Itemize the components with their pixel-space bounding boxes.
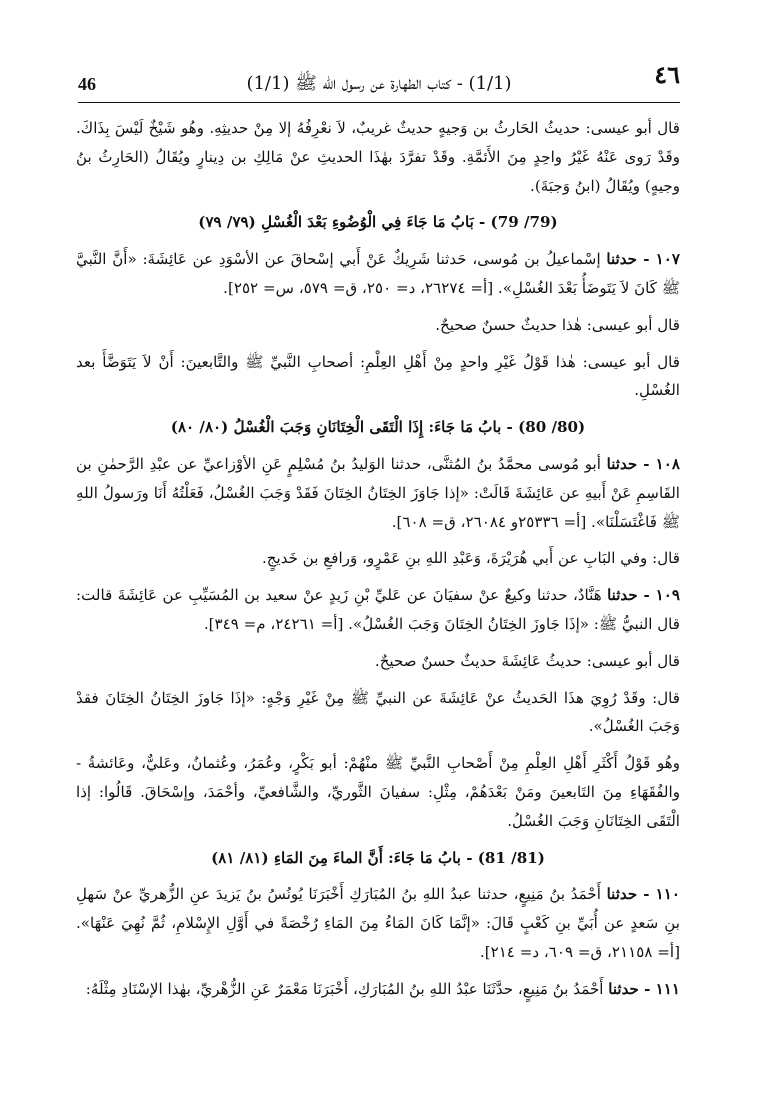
page-number-arabic: ٤٦	[654, 60, 680, 89]
hadith-107	[76, 245, 680, 303]
hadith-number: ١١٠ - حدثنا	[606, 885, 680, 904]
page-number-latin: 46	[78, 74, 96, 94]
hadith-number: ١٠٨ - حدثنا	[606, 454, 680, 473]
commentary-paragraph: قال: وفي البَابِ عن أَبي هُرَيْرَةَ، وَعَبْدِ اللهِ بنِ عَمْرٍو، وَرافعِ بن خَديجٍ.	[261, 549, 680, 568]
hadith-108	[76, 450, 680, 536]
hadith-text: إسْماعيلُ بن مُوسى، حَدثنا شَرِيكٌ عَنْ أَبي إسْحاقَ عن الأسْوَدِ عن عَائِشَةَ: «أَنَّ النَّبيَّ ﷺ كَانَ لاَ يَتَوضَأُ بَعْدَ الغُسْلِ». [أ= ٢٦٢٧٤، د= ٢٥٠، ق= ٥٧٩، س= ٢٥٢].	[76, 250, 680, 297]
hadith-111	[76, 975, 680, 1004]
chapter-heading-81: (81/ 81) - بابُ مَا جَاءَ: أَنَّ الماءَ مِنَ المَاءِ (٨١/ ٨١)	[211, 848, 545, 867]
hadith-110	[76, 880, 680, 966]
hadith-grade: قال أبو عيسى: حديثُ عَائِشَةَ حديثٌ حسنٌ صحيحٌ.	[374, 651, 680, 670]
hadith-text: أَحْمَدُ بنُ مَنِيعٍ، حدَّثَنَا عبْدُ اللهِ بنُ المُبَارَكِ، أَخْبَرَنَا مَعْمَرٌ عَنِ الزُّهْريِّ، بهٰذا الإسْنَادِ مِثْلَهُ:	[85, 979, 604, 998]
commentary-paragraph: قال أبو عيسى: حديثُ الحَارثُ بن وَجيهٍ حديثٌ غريبٌ، لاَ نعْرِفُهُ إلا مِنْ حديثِهِ. وهُو شَيْخٌ لَيْسَ بِذَاكَ. وقَدْ رَوى عَنْهُ غَيْرُ واحِدٍ مِنَ الأَئمَّةِ. وقَدْ تفرَّدَ بهٰذَا الحديثِ عنْ مَالِكِ بن دِينارٍ ويُقَالُ (الحَارِثُ بنُ وجيهٍ) ويُقَالُ (ابنُ وَجبَةَ).	[76, 119, 680, 195]
hadith-number: ١٠٩ - حدثنا	[607, 586, 680, 605]
page-header	[78, 60, 680, 100]
commentary-paragraph: وهُو قَوْلُ أَكْثَرِ أَهْلِ العِلْمِ مِنْ أَصْحابِ النَّبيِّ ﷺ منْهُمْ: أبو بَكْرٍ، وعُمَرُ، وعُثمانُ، وعَليٌّ، وعَائشةُ - والفُقَهَاءِ مِنَ التَابعينَ ومَنْ بَعْدَهُمْ، مِثْلِ: سفيانَ الثَّوريِّ، والشَّافعيِّ، وأحْمَدَ، وإسْحَاقَ. قَالُوا: إذا الْتَقَى الخِتَانَانِ وَجَبَ الغُسْلُ.	[76, 754, 680, 830]
page-body	[76, 114, 680, 1038]
hadith-text: أَحْمَدُ بنُ مَنِيعٍ، حدثنا عبدُ اللهِ بنُ المُبَارَكِ أَخْبَرَنَا يُونُسُ بنُ يَزيدَ عنِ الزُّهريِّ عنْ سَهلِ بنِ سَعدٍ عن أُبَيِّ بنِ كَعْبٍ قَالَ: «إنَّمَا كَانَ المَاءُ مِنَ المَاءِ رُخْصَةً في أَوَّلِ الإِسْلامِ، ثُمَّ نُهِيَ عَنْهَا». [أ= ٢١١٥٨، ق= ٦٠٩، د= ٢١٤].	[76, 885, 680, 961]
commentary-paragraph: قال أبو عيسى: هٰذا قَوْلُ غَيْرِ واحدٍ مِنْ أَهْلِ العِلْمِ: أصحابِ النَّبيِّ ﷺ والتَّابعينَ: أَنْ لاَ يَتَوَضَّأَ بعد الغُسْلِ.	[76, 352, 680, 400]
hadith-109	[76, 581, 680, 639]
commentary-paragraph: قال: وقَدْ رُوِيَ هذَا الحَديثُ عنْ عَائِشَةَ عن النبيِّ ﷺ مِنْ غَيْرِ وَجْهٍ: «إذَا جَاوزَ الخِتَانُ الخِتَانَ فقدْ وَجَبَ الغُسْلُ».	[76, 688, 680, 736]
hadith-number: ١٠٧ - حدثنا	[606, 250, 680, 269]
hadith-grade: قال أبو عيسى: هٰذا حديثٌ حسنٌ صحيحٌ.	[435, 315, 680, 334]
chapter-heading-80: (80/ 80) - بابُ مَا جَاءَ: إِذَا الْتَقَى الْخِتَانَانِ وَجَبَ الْغُسْلُ (٨٠/ ٨٠)	[170, 418, 586, 437]
header-rule	[78, 102, 680, 103]
chapter-heading-79: (79/ 79) - بَابُ مَا جَاءَ فِي الْوُضُوءِ بَعْدَ الْغُسْلِ (٧٩/ ٧٩)	[198, 213, 558, 232]
hadith-text: أبو مُوسى محمَّدُ بنُ المُثنَّى، حدثنا الوَليدُ بنُ مُسْلِمٍ عَنِ الأوْزاعيِّ عن عبْدِ الرَّحمٰنِ بن القَاسِمِ عَنْ أَبيهِ عن عَائِشَةَ قَالَتْ: «إذا جَاوَزَ الخِتَانُ الخِتَانَ فَقَدْ وَجَبَ الغُسْلُ، فَعَلْتُهُ أَنَا ورَسولُ اللهِ ﷺ فَاغْتَسَلْنَا». [أ= ٢٥٣٣٦و ٢٦٠٨٤، ق= ٦٠٨].	[76, 454, 680, 531]
running-title: (1/1) - كتاب الطهارة عن رسول الله ﷺ (1/1)	[246, 73, 512, 94]
hadith-text: هَنَّادٌ، حدثنا وكيعٌ عنْ سفيَانَ عن عَليِّ بْنِ زَيدٍ عنْ سعيد بن المُسَيِّبِ عن عَائِشَةَ قالت: قال النبيُّ ﷺ: «إذَا جَاوزَ الخِتَانُ الخِتَانَ وَجَبَ الغُسْلُ». [أ= ٢٤٢٦١، م= ٣٤٩].	[76, 586, 680, 633]
hadith-number: ١١١ - حدثنا	[608, 979, 680, 998]
